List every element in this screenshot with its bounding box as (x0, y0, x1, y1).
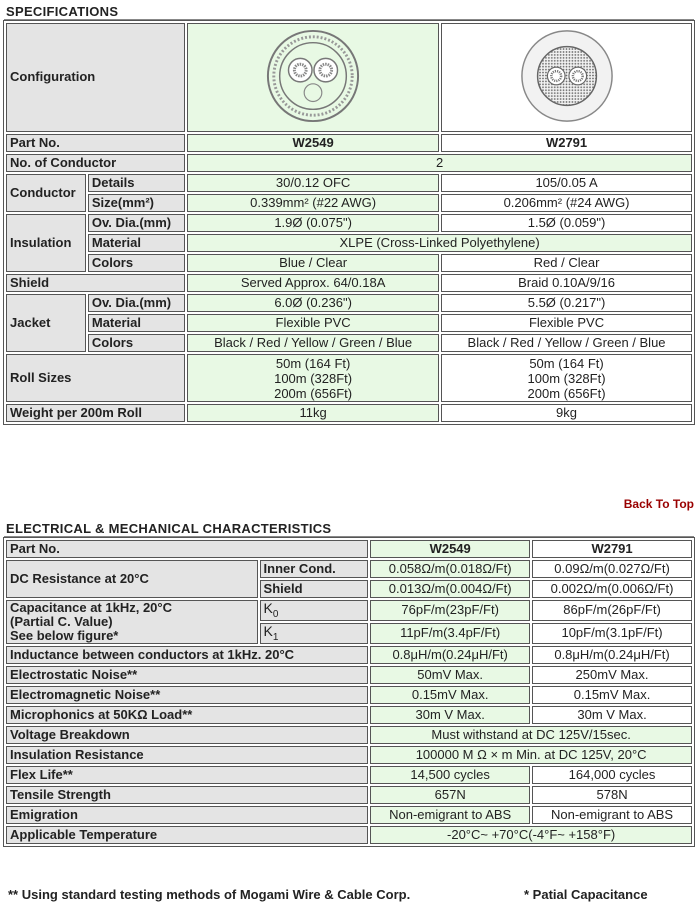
electrostatic-label: Electrostatic Noise** (6, 666, 368, 684)
electrical-title: ELECTRICAL & MECHANICAL CHARACTERISTICS (6, 521, 332, 536)
k1-w2791: 10pF/m(3.1pF/Ft) (532, 623, 692, 644)
flex-life-label: Flex Life** (6, 766, 368, 784)
part-no-label: Part No. (6, 134, 185, 152)
table-row (6, 826, 692, 844)
colors-label: Colors (88, 334, 185, 352)
jacket-dia-w2791: 5.5Ø (0.217") (441, 294, 692, 312)
electromagnetic-w2549: 0.15mV Max. (370, 686, 530, 704)
weight-w2549: 11kg (187, 404, 439, 422)
part-no-w2791: W2791 (532, 540, 692, 558)
part-no-label: Part No. (6, 540, 368, 558)
emigration-w2549: Non-emigrant to ABS (370, 806, 530, 824)
microphonics-label: Microphonics at 50KΩ Load** (6, 706, 368, 724)
table-row (6, 686, 692, 704)
k1-label (260, 623, 369, 644)
size-w2791: 0.206mm² (#24 AWG) (441, 194, 692, 212)
inner-cond-w2549: 0.058Ω/m(0.018Ω/Ft) (370, 560, 530, 578)
jacket-material-w2549: Flexible PVC (187, 314, 439, 332)
emigration-label: Emigration (6, 806, 368, 824)
shield-w2549: 0.013Ω/m(0.004Ω/Ft) (370, 580, 530, 598)
temperature-value: -20°C~ +70°C(-4°F~ +158°F) (370, 826, 692, 844)
insulation-material: XLPE (Cross-Linked Polyethylene) (187, 234, 692, 252)
table-row (6, 154, 692, 172)
shield-label: Shield (260, 580, 369, 598)
conductor-label: Conductor (6, 174, 86, 212)
k0-label (260, 600, 369, 621)
part-no-w2549: W2549 (187, 134, 439, 152)
capacitance-label-line: Capacitance at 1kHz, 20°C (10, 600, 172, 615)
material-label: Material (88, 314, 185, 332)
table-row (6, 314, 692, 332)
ov-dia-label: Ov. Dia.(mm) (88, 294, 185, 312)
insulation-resistance-value: 100000 M Ω × m Min. at DC 125V, 20°C (370, 746, 692, 764)
table-row (6, 404, 692, 422)
table-row (6, 806, 692, 824)
table-row (6, 254, 692, 272)
table-row (6, 174, 692, 192)
roll-size-item: 100m (328Ft) (274, 370, 353, 386)
electrostatic-w2791: 250mV Max. (532, 666, 692, 684)
tensile-label: Tensile Strength (6, 786, 368, 804)
w2549-cross-section (187, 23, 439, 132)
material-label: Material (88, 234, 185, 252)
footnote-partial-capacitance: * Patial Capacitance (524, 887, 648, 902)
details-w2549: 30/0.12 OFC (187, 174, 439, 192)
tensile-w2549: 657N (370, 786, 530, 804)
table-row (6, 294, 692, 312)
jacket-colors-w2791: Black / Red / Yellow / Green / Blue (441, 334, 692, 352)
footnote-testing-methods: ** Using standard testing methods of Mogami Wire & Cable Corp. (8, 887, 411, 902)
table-row (6, 600, 692, 621)
roll-sizes-label: Roll Sizes (6, 354, 185, 402)
jacket-dia-w2549: 6.0Ø (0.236") (187, 294, 439, 312)
w2791-cross-section (441, 23, 692, 132)
cable-cross-section-w2549-icon (264, 27, 362, 125)
electromagnetic-label: Electromagnetic Noise** (6, 686, 368, 704)
flex-life-w2791: 164,000 cycles (532, 766, 692, 784)
roll-size-item: 200m (656Ft) (274, 385, 353, 401)
table-row (6, 354, 692, 402)
k1-sub: 1 (272, 631, 279, 643)
dc-resistance-label: DC Resistance at 20°C (6, 560, 258, 598)
k0-sub: 0 (272, 608, 279, 620)
num-conductor-value: 2 (187, 154, 692, 172)
details-label: Details (88, 174, 185, 192)
shield-w2791: Braid 0.10A/9/16 (441, 274, 692, 292)
table-row (6, 786, 692, 804)
table-row (6, 214, 692, 232)
cable-cross-section-w2791-icon (518, 27, 616, 125)
tensile-w2791: 578N (532, 786, 692, 804)
jacket-colors-w2549: Black / Red / Yellow / Green / Blue (187, 334, 439, 352)
electrical-table (4, 538, 694, 846)
inner-cond-label: Inner Cond. (260, 560, 369, 578)
k0-w2549: 76pF/m(23pF/Ft) (370, 600, 530, 621)
microphonics-w2549: 30m V Max. (370, 706, 530, 724)
table-row (6, 134, 692, 152)
insulation-dia-w2791: 1.5Ø (0.059") (441, 214, 692, 232)
roll-sizes-w2791 (441, 354, 692, 402)
inductance-w2549: 0.8μH/m(0.24μH/Ft) (370, 646, 530, 664)
capacitance-label (6, 600, 258, 644)
shield-w2549: Served Approx. 64/0.18A (187, 274, 439, 292)
ov-dia-label: Ov. Dia.(mm) (88, 214, 185, 232)
table-row (6, 23, 692, 132)
roll-size-item: 200m (656Ft) (527, 385, 606, 401)
table-row (6, 706, 692, 724)
k0-base: K (263, 600, 273, 617)
back-to-top-link[interactable]: Back To Top (623, 497, 694, 511)
specifications-title: SPECIFICATIONS (6, 4, 119, 19)
table-row (6, 560, 692, 578)
insulation-colors-w2791: Red / Clear (441, 254, 692, 272)
flex-life-w2549: 14,500 cycles (370, 766, 530, 784)
roll-size-item: 100m (328Ft) (527, 370, 606, 386)
colors-label: Colors (88, 254, 185, 272)
table-row (6, 234, 692, 252)
roll-size-item: 50m (164 Ft) (529, 355, 604, 371)
inner-cond-w2791: 0.09Ω/m(0.027Ω/Ft) (532, 560, 692, 578)
voltage-value: Must withstand at DC 125V/15sec. (370, 726, 692, 744)
jacket-label: Jacket (6, 294, 86, 352)
shield-label: Shield (6, 274, 185, 292)
k0-w2791: 86pF/m(26pF/Ft) (532, 600, 692, 621)
insulation-colors-w2549: Blue / Clear (187, 254, 439, 272)
inductance-w2791: 0.8μH/m(0.24μH/Ft) (532, 646, 692, 664)
table-row (6, 646, 692, 664)
k1-w2549: 11pF/m(3.4pF/Ft) (370, 623, 530, 644)
emigration-w2791: Non-emigrant to ABS (532, 806, 692, 824)
table-row (6, 274, 692, 292)
table-row (6, 726, 692, 744)
jacket-material-w2791: Flexible PVC (441, 314, 692, 332)
capacitance-label-line: (Partial C. Value) (10, 614, 113, 629)
size-w2549: 0.339mm² (#22 AWG) (187, 194, 439, 212)
specifications-table (4, 21, 694, 424)
num-conductor-label: No. of Conductor (6, 154, 185, 172)
electrostatic-w2549: 50mV Max. (370, 666, 530, 684)
roll-sizes-w2549 (187, 354, 439, 402)
weight-label: Weight per 200m Roll (6, 404, 185, 422)
weight-w2791: 9kg (441, 404, 692, 422)
capacitance-label-line: See below figure* (10, 628, 119, 643)
shield-w2791: 0.002Ω/m(0.006Ω/Ft) (532, 580, 692, 598)
table-row (6, 194, 692, 212)
roll-size-item: 50m (164 Ft) (275, 355, 351, 371)
temperature-label: Applicable Temperature (6, 826, 368, 844)
part-no-w2791: W2791 (441, 134, 692, 152)
table-row (6, 540, 692, 558)
configuration-label: Configuration (6, 23, 185, 132)
voltage-label: Voltage Breakdown (6, 726, 368, 744)
size-label: Size(mm²) (88, 194, 185, 212)
electromagnetic-w2791: 0.15mV Max. (532, 686, 692, 704)
table-row (6, 766, 692, 784)
inductance-label: Inductance between conductors at 1kHz. 20°C (6, 646, 368, 664)
part-no-w2549: W2549 (370, 540, 530, 558)
table-row (6, 666, 692, 684)
k1-base: K (263, 623, 273, 640)
insulation-label: Insulation (6, 214, 86, 272)
table-row (6, 746, 692, 764)
insulation-dia-w2549: 1.9Ø (0.075") (187, 214, 439, 232)
table-row (6, 334, 692, 352)
insulation-resistance-label: Insulation Resistance (6, 746, 368, 764)
details-w2791: 105/0.05 A (441, 174, 692, 192)
microphonics-w2791: 30m V Max. (532, 706, 692, 724)
